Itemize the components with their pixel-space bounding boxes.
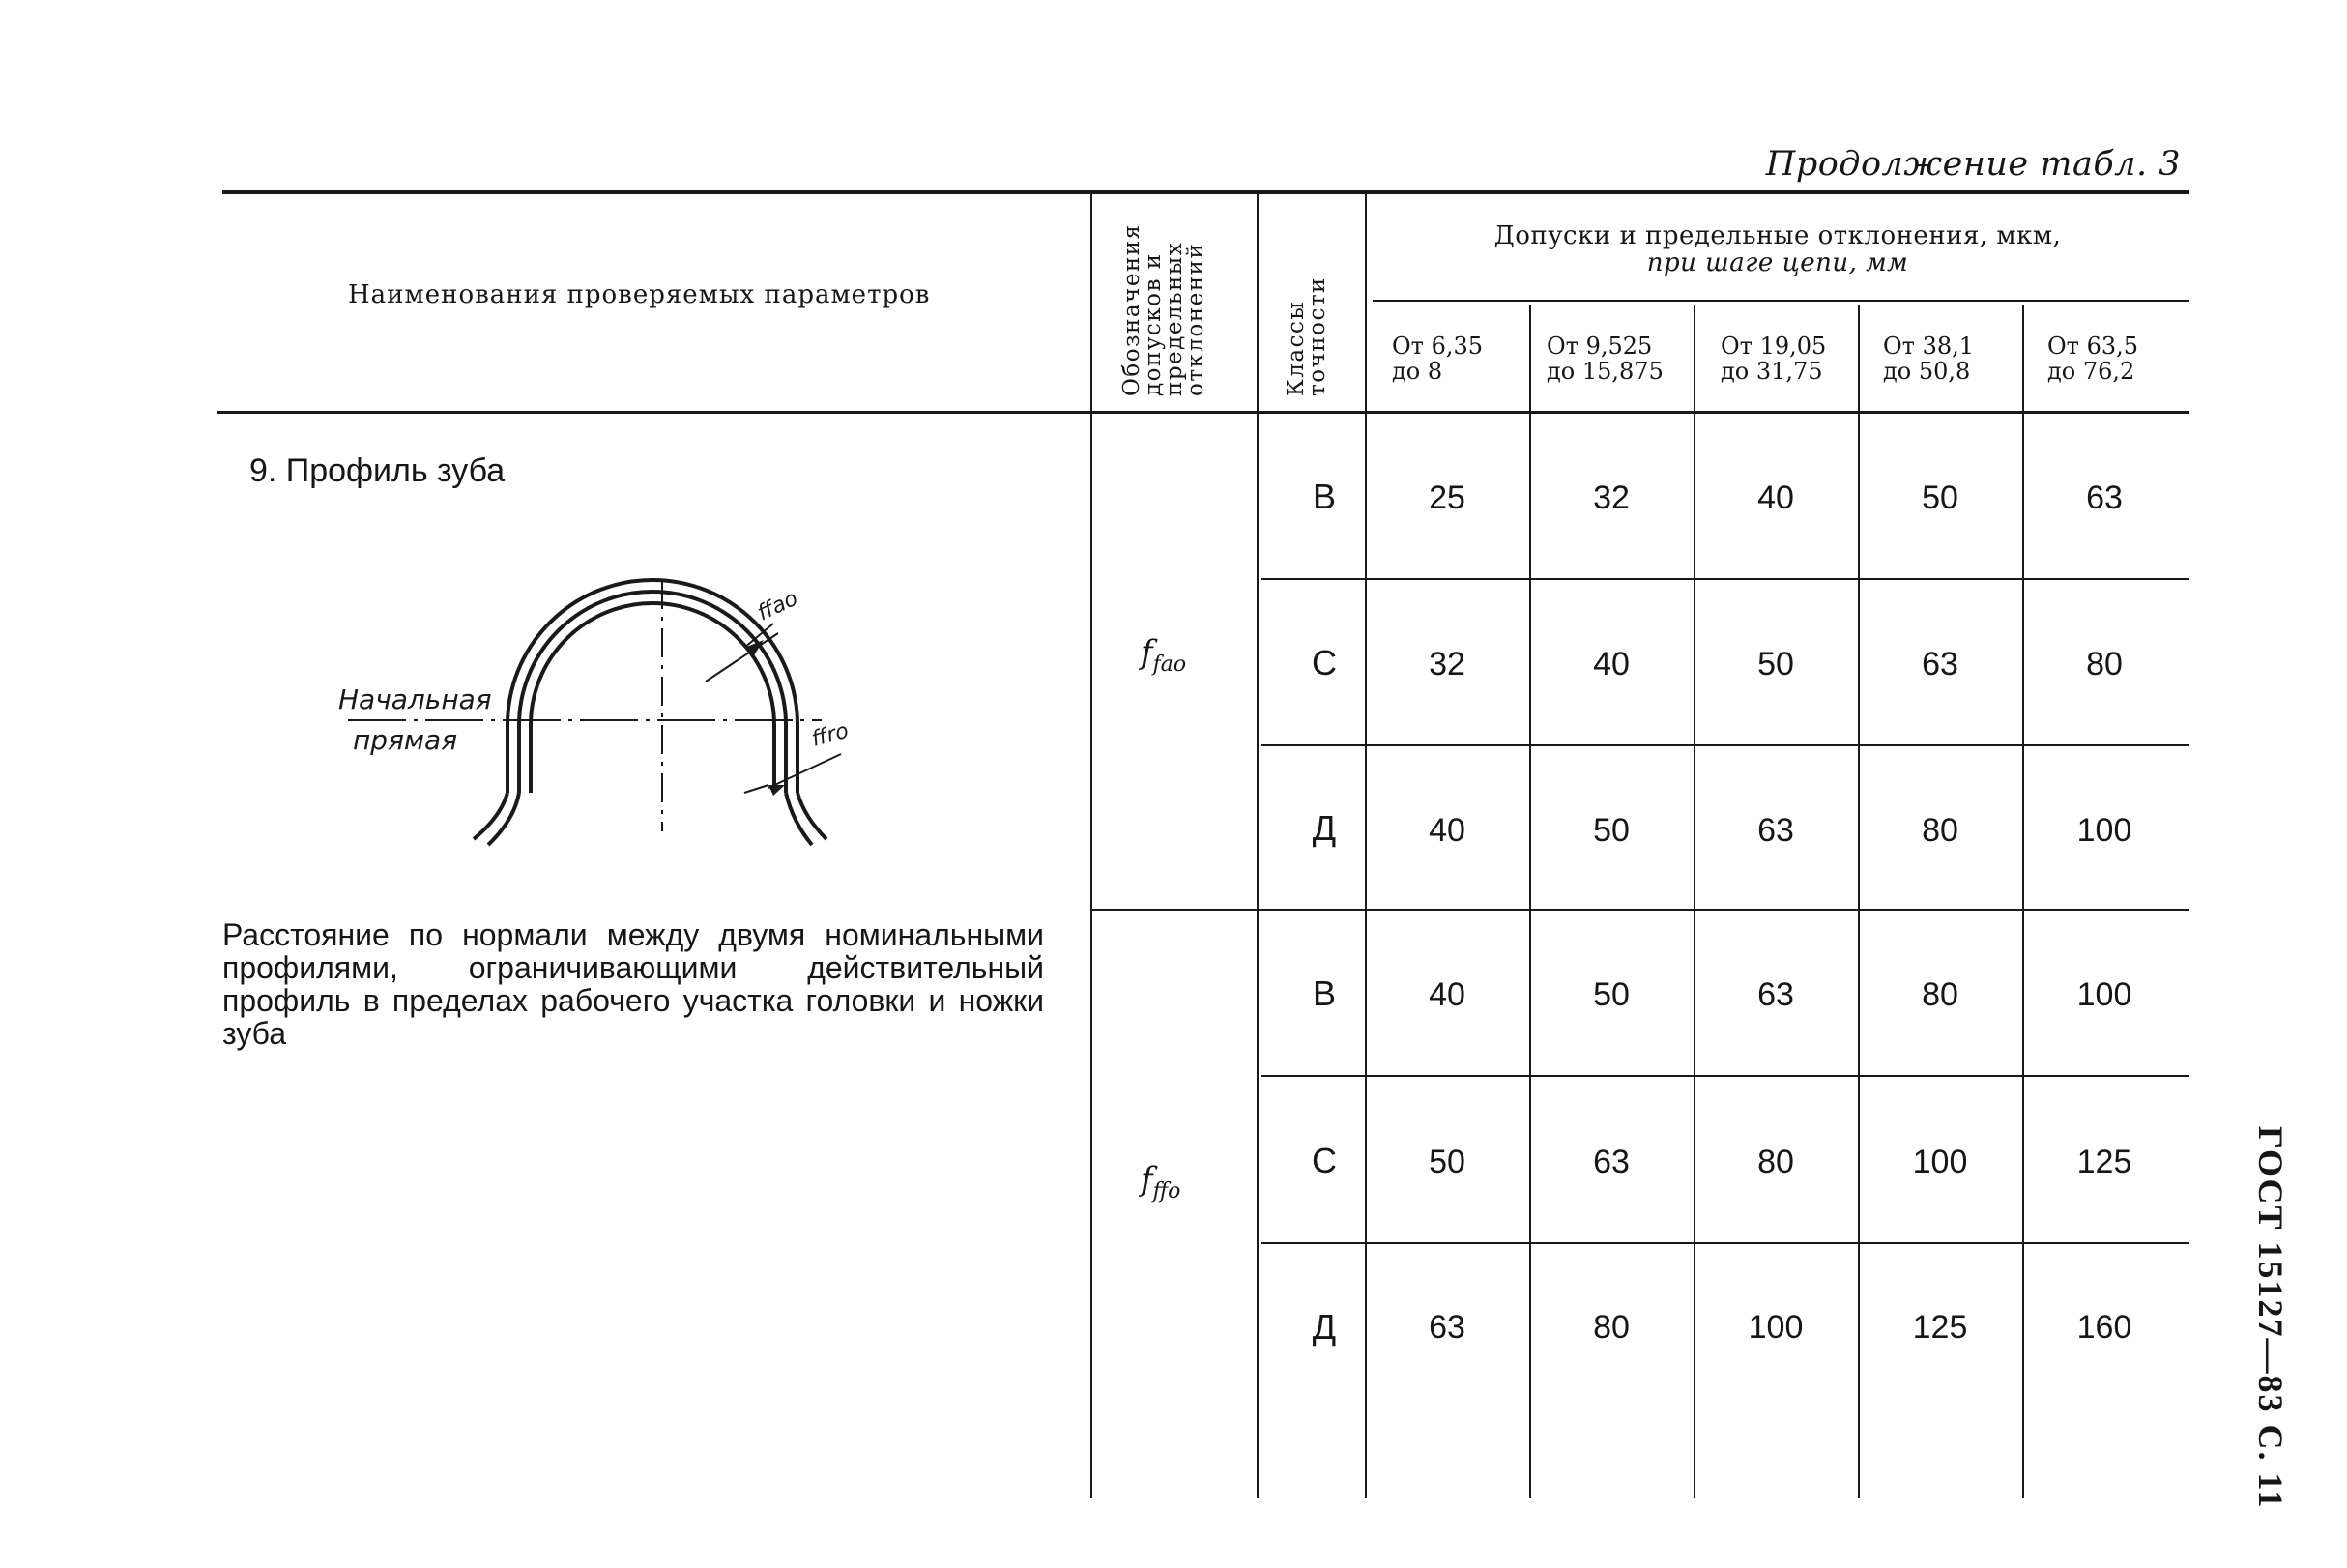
class-cell: В <box>1312 477 1336 516</box>
value-cell: 40 <box>1757 479 1794 516</box>
header-param-name: Наименования проверяемых параметров <box>348 280 931 309</box>
value-cell: 50 <box>1593 976 1630 1013</box>
value-cell: 100 <box>1912 1144 1968 1180</box>
continuation-title: Продолжение табл. 3 <box>1765 145 2181 184</box>
value-cell: 80 <box>1922 812 1958 849</box>
row-sep-3 <box>1092 909 2189 911</box>
value-cell: 40 <box>1429 812 1465 849</box>
value-cell: 50 <box>1429 1144 1465 1180</box>
class-cell: Д <box>1312 1307 1337 1347</box>
leader-bottom-in <box>744 785 768 793</box>
header-designations: Обозначения допусков и предельных отклонений <box>1119 223 1208 396</box>
value-cell: 80 <box>2086 646 2123 682</box>
header-bottom-rule <box>217 411 2189 414</box>
header-group <box>1366 222 2189 276</box>
row-sep-2 <box>1261 744 2189 746</box>
class-cell: В <box>1312 973 1336 1013</box>
col-head-1: От 6,35 до 8 <box>1392 333 1484 385</box>
value-cell: 160 <box>2076 1309 2132 1346</box>
col-head-3: От 19,05 до 31,75 <box>1721 333 1827 385</box>
col-sep-2 <box>1257 193 1259 1498</box>
class-cell: Д <box>1312 808 1337 848</box>
value-cell: 32 <box>1593 479 1630 516</box>
value-cell: 40 <box>1593 646 1630 682</box>
value-cell: 25 <box>1429 479 1465 516</box>
value-cell: 100 <box>1748 1309 1804 1346</box>
header-group-line1: Допуски и предельные отклонения, мкм, <box>1493 221 2062 250</box>
value-cell: 63 <box>1757 976 1794 1013</box>
row-sep-4 <box>1261 1075 2189 1077</box>
class-cell: С <box>1312 1141 1337 1180</box>
header-group-line2: при шаге цепи, мм <box>1646 248 1909 277</box>
row-sep-5 <box>1261 1242 2189 1244</box>
col-head-2: От 9,525 до 15,875 <box>1547 333 1664 385</box>
value-cell: 80 <box>1593 1309 1630 1346</box>
profile-arc-inner <box>531 603 774 793</box>
value-cell: 50 <box>1922 479 1958 516</box>
header-classes: Классы точности <box>1284 276 1330 396</box>
arrow-bottom <box>768 785 785 796</box>
param-description: Расстояние по нормали между двумя номинальными профилями, ограничивающими действительный профиль в пределах рабочего участка головки и ножки зуба <box>222 917 1044 1051</box>
col-head-4: От 38,1 до 50,8 <box>1883 333 1975 385</box>
value-cell: 63 <box>1757 812 1794 849</box>
value-cell: 125 <box>1912 1309 1968 1346</box>
symbol-ffao <box>1141 633 1186 677</box>
value-cell: 100 <box>2076 976 2132 1013</box>
symbol-fffo <box>1141 1160 1180 1204</box>
row-sep-1 <box>1261 578 2189 580</box>
col-head-5: От 63,5 до 76,2 <box>2047 333 2139 385</box>
value-cell: 125 <box>2076 1144 2132 1180</box>
value-cell: 63 <box>2086 479 2123 516</box>
fig-label-line1: Начальная <box>338 683 492 715</box>
gost-page-label: ГОСТ 15127—83 С. 11 <box>2251 1126 2290 1510</box>
value-cell: 63 <box>1922 646 1958 682</box>
param-title: 9. Профиль зуба <box>249 452 506 489</box>
leader-bottom <box>768 754 841 788</box>
value-cell: 80 <box>1757 1144 1794 1180</box>
symbol-ffao-sub: fao <box>1152 652 1187 677</box>
value-cell: 40 <box>1429 976 1465 1013</box>
group-head-rule <box>1373 300 2189 302</box>
tooth-profile-figure <box>338 570 899 851</box>
symbol-ffao-base: f <box>1141 633 1153 672</box>
symbol-fffo-base: f <box>1141 1160 1153 1199</box>
fig-tag-bottom: ffro <box>809 718 852 752</box>
top-rule <box>222 190 2189 194</box>
col-sep-1 <box>1090 193 1092 1498</box>
value-cell: 63 <box>1429 1309 1465 1346</box>
value-cell: 63 <box>1593 1144 1630 1180</box>
symbol-fffo-sub: ffo <box>1152 1178 1181 1204</box>
fig-label-line2: прямая <box>353 724 458 756</box>
value-cell: 32 <box>1429 646 1465 682</box>
fig-tag-top: ffao <box>753 586 802 626</box>
class-cell: С <box>1312 643 1337 682</box>
value-cell: 50 <box>1593 812 1630 849</box>
profile-arc-outer <box>507 580 797 793</box>
profile-arc-middle <box>519 592 786 793</box>
value-cell: 50 <box>1757 646 1794 682</box>
value-cell: 80 <box>1922 976 1958 1013</box>
value-cell: 100 <box>2076 812 2132 849</box>
